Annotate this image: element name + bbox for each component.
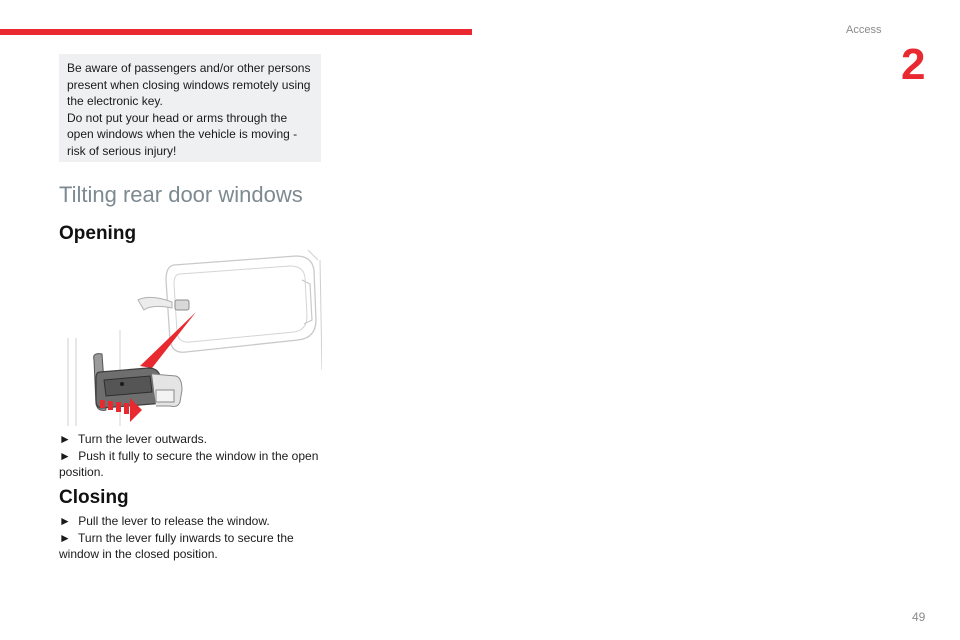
list-item: ► Push it fully to secure the window in the open position. [59,448,319,479]
page-number: 49 [912,610,926,624]
warning-text: Do not put your head or arms through the open windows when the vehicle is moving - risk of serious injury! [67,110,298,158]
closing-steps [59,513,329,563]
bullet-arrow-icon: ► [59,448,71,463]
chapter-color-bar [0,29,472,35]
warning-box [59,54,321,162]
section-title: Tilting rear door windows [59,182,303,207]
closing-heading: Closing [59,487,129,508]
warning-text: Be aware of passengers and/or other persons present when closing windows remotely using the electronic key. [67,61,311,108]
chapter-number: 2 [901,40,926,89]
window-lever-illustration [66,250,322,426]
bullet-arrow-icon: ► [59,432,71,446]
running-header: Access [846,24,882,36]
list-item: ► Turn the lever outwards. [59,432,207,446]
list-item: ► Pull the lever to release the window. [59,514,270,528]
bullet-arrow-icon: ► [59,530,71,545]
opening-heading: Opening [59,223,137,244]
list-item: ► Turn the lever fully inwards to secure the window in the closed position. [59,530,294,561]
opening-steps [59,431,329,481]
bullet-arrow-icon: ► [59,514,71,528]
